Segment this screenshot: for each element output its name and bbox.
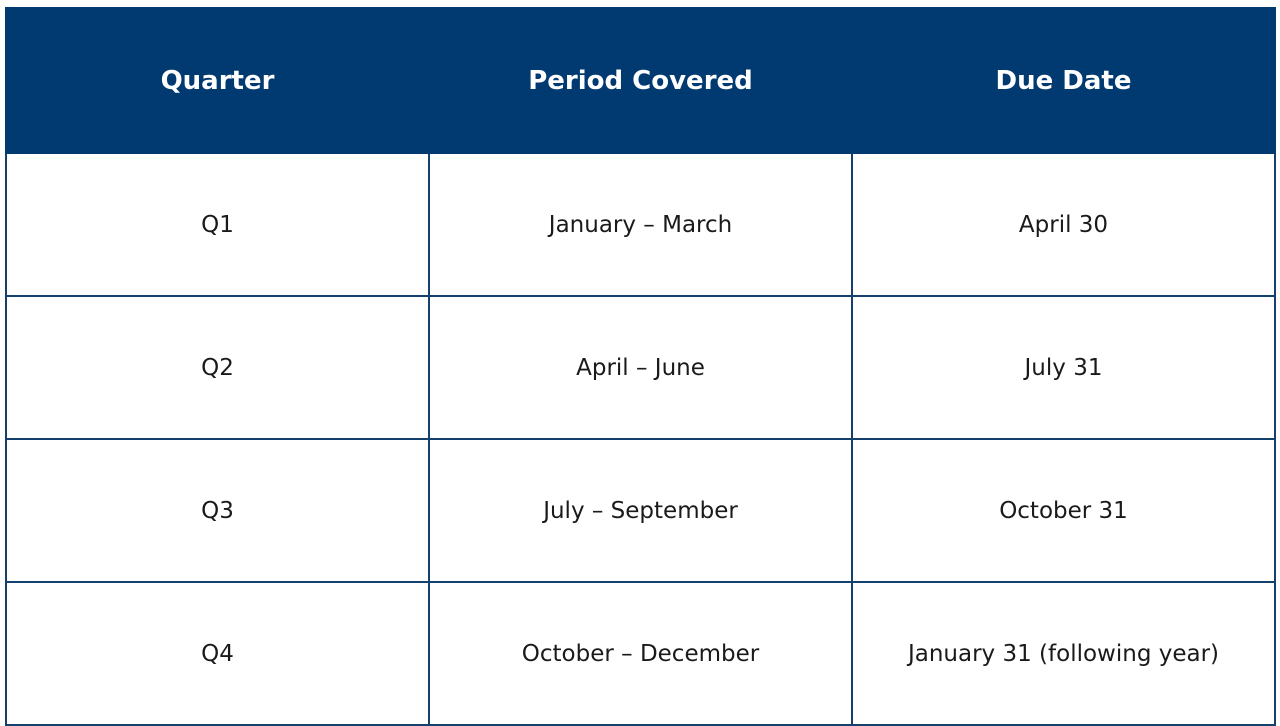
cell-period-covered: January – March — [429, 153, 852, 296]
cell-quarter: Q4 — [6, 582, 429, 725]
table-header — [6, 8, 1275, 153]
cell-due-date: April 30 — [852, 153, 1275, 296]
cell-quarter: Q1 — [6, 153, 429, 296]
cell-quarter: Q2 — [6, 296, 429, 439]
cell-quarter: Q3 — [6, 439, 429, 582]
cell-period-covered: April – June — [429, 296, 852, 439]
quarterly-due-dates-table — [5, 7, 1276, 726]
cell-due-date: January 31 (following year) — [852, 582, 1275, 725]
table-body — [6, 153, 1275, 725]
table-row — [6, 296, 1275, 439]
header-period-covered: Period Covered — [429, 8, 852, 153]
quarterly-due-dates-table-container — [5, 7, 1276, 719]
cell-due-date: July 31 — [852, 296, 1275, 439]
cell-period-covered: October – December — [429, 582, 852, 725]
header-quarter: Quarter — [6, 8, 429, 153]
table-row — [6, 439, 1275, 582]
table-row — [6, 153, 1275, 296]
cell-period-covered: July – September — [429, 439, 852, 582]
header-due-date: Due Date — [852, 8, 1275, 153]
header-row — [6, 8, 1275, 153]
cell-due-date: October 31 — [852, 439, 1275, 582]
table-row — [6, 582, 1275, 725]
